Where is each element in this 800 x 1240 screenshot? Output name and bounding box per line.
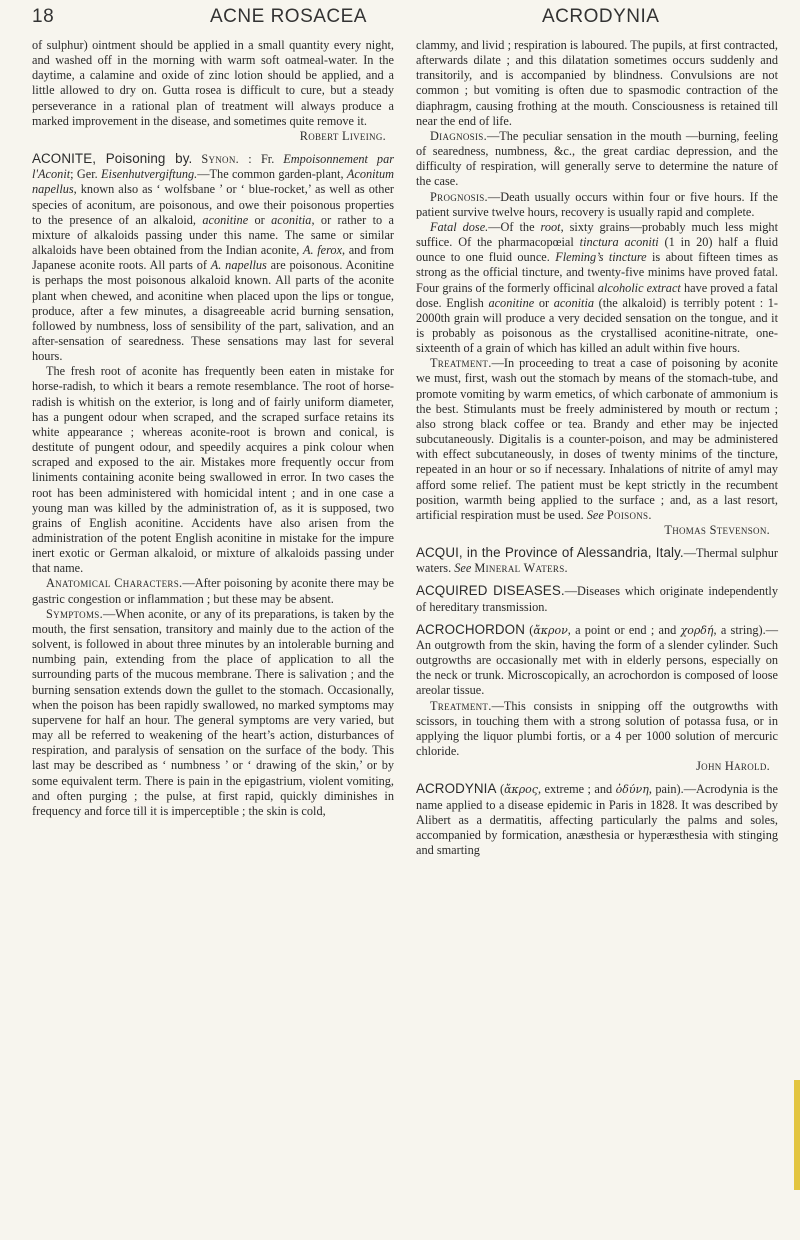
section-label-anatomical: Anatomical Characters. (46, 576, 183, 591)
paragraph-prognosis: Prognosis.—Death usually occurs within four or five hours. If the patient survive twelve hours, recovery is usually rapid and complete. (416, 189, 778, 219)
signature-liveing: Robert Liveing. (299, 128, 386, 143)
paragraph-acrochordon-treatment: Treatment.—This consists in snipping off the outgrowths with scissors, in touching them with a strong solution of potassa fusa, or in applying the liquor plumbi fortis, or a 4 per 1000 solution of mercuric chloride. (416, 698, 778, 759)
headword-acrodynia: ACRODYNIA (416, 781, 497, 797)
left-column (32, 38, 394, 819)
entry-acrodynia: ACRODYNIA (ἄκρος, extreme ; and ὀδύνη, pain).—Acrodynia is the name applied to a disease epidemic in Paris in 1828. It was described by Alibert as a dermatitis, affecting particularly the palms and soles, accompanied by formication, anæsthesia or hyperæsthesia with stinging and smarting (416, 781, 779, 857)
signature-harold: John Harold. (696, 759, 770, 774)
signature-stevenson: Thomas Stevenson. (664, 523, 770, 537)
entry-acrochordon: ACROCHORDON (ἄκρον, a point or end ; and χορδή, a string).—An outgrowth from the skin, having the form of a slender cylinder. Such outgrowths are occasionally met with in elderly persons, especially on the neck or trunk. Microscopically, an acrochordon is composed of loose areolar tissue. (416, 621, 779, 698)
entry-acquired-diseases: ACQUIRED DISEASES.—Diseases which originate independently of hereditary transmission. (416, 583, 778, 614)
acne-rosacea-ending: of sulphur) ointment should be applied in a small quantity every night, and washed off in the morning with warm soft oatmeal-water. In the daytime, a calamine and oxide of zinc lotion should be applied, and a little allowed to dry on. Gutta rosea is difficult to cure, but a steady perseverance in a rational plan of treatment will always produce a marked improvement in the disease, and sometimes quite remove it. (32, 38, 394, 128)
page-number: 18 (32, 6, 55, 27)
headword-acquired-diseases: ACQUIRED DISEASES. (416, 583, 565, 599)
entry-aconite: ACONITE, Poisoning by. Synon. : Fr. Empoisonnement par l'Aconit; Ger. Eisenhutvergiftung.—The common garden-plant, Aconitum napellus, known also as ‘ wolfsbane ’ or ‘ blue-rocket,’ as well as other species of aconitum, are poisonous, and owe their poisonous properties to the presence of an alkaloid, aconitine or aconitia, or rather to a mixture of alkaloids passing under this name. The same or similar alkaloids have been obtained from the Indian aconite, A. ferox, and from Japanese aconite roots. All parts of A. napellus are poisonous. Aconitine is perhaps the most poisonous alkaloid known. All parts of the aconite plant when chewed, and aconitine when placed upon the lips or tongue, produce, after a few minutes, a disagreeable acrid burning sensation, followed by numbness, loss of sensibility of the part, salivation, and an after-sensation of searedness. These sensations may last for several hours. (32, 151, 395, 364)
paragraph-fatal-dose: Fatal dose.—Of the root, sixty grains—probably much less might suffice. Of the pharmacopœial tinctura aconiti (1 in 20) half a fluid ounce to one fluid ounce. Fleming’s tincture is about fifteen times as strong as the official tincture, and twenty-five minims have proved fatal. Four grains of the formerly officinal alcoholic extract have proved a fatal dose. English aconitine or aconitia (the alkaloid) is terribly potent : 1-2000th grain will produce a very decided sensation on the tongue, and it is probably as poisonous as the crystallised aconitine-nitrate, one-sixteenth of a grain of which has killed an adult within five hours. (416, 219, 779, 356)
headword-aconite: ACONITE, Poisoning by. (32, 151, 193, 167)
paragraph-anatomical: Anatomical Characters.—After poisoning by aconite there may be gastric congestion or inflammation ; but these may be absent. (32, 576, 394, 606)
xref-mineral-waters[interactable]: Mineral Waters. (474, 561, 568, 576)
entry-acqui: ACQUI, in the Province of Alessandria, Italy.—Thermal sulphur waters. See Mineral Waters. (416, 545, 778, 576)
paragraph-root: The fresh root of aconite has frequently been eaten in mistake for horse-radish, to which it bears a remote resemblance. The root of horse-radish is whitish on the exterior, is long and of fairly uniform diameter, has a pungent odour when scraped, and the scraped surface retains its white appearance ; whereas aconite-root is brown and conical, is destitute of pungent odour, and speedily acquires a pink colour when scraped and exposed to the air. Mistakes more frequently occur from liniments containing aconite being swallowed in error. In two cases the root has been administered with homicidal intent ; and in one case a young man was killed by the administration of, as it is supposed, two grains of English aconitine. Accidents have also arisen from the administration of the potent English aconitine in mistake for the impure inert exotic or German alkaloid, or mixture of alkaloids passing under that name. (32, 364, 394, 576)
section-label-prognosis: Prognosis. (430, 189, 488, 204)
section-label-fatal-dose: Fatal dose. (430, 219, 489, 234)
paragraph-treatment: Treatment.—In proceeding to treat a case of poisoning by aconite we must, first, wash out the stomach by means of the stomach-tube, and promote vomiting by warm emetics, of which carbonate of ammonium is the best. Stimulants must be freely administered by mouth or rectum ; also strong black coffee or tea. Brandy and ether may be injected subcutaneously. Digitalis is a counter-poison, and may be administered with effect subcutaneously, in doses of twenty minims of the tincture, repeated in an hour or so if necessary. Inhalations of nitrite of amyl may afford some relief. The patient must be kept strictly in the recumbent position, warmth being applied to the surface ; and, as a last resort, artificial respiration must be used. See Poisons. (416, 356, 778, 522)
headword-acqui: ACQUI, in the Province of Alessandria, Italy. (416, 545, 684, 561)
paragraph-symptoms: Symptoms.—When aconite, or any of its preparations, is taken by the mouth, the first sensation, transitory and mainly due to the action of the solvent, is followed in about three minutes by an intolerable burning and numbing pain, extending from the place of application to all the surrounding parts of the mucous membrane. There is salivation ; and the burning sensation extends down the gullet to the stomach. Occasionally, when the poison has been rapidly swallowed, no marked symptoms may supervene for half an hour. The general symptoms are very varied, but may all be referred to weakening of the heart’s action, disturbances of respiration, and paralysis of sensation on the surface of the body. This last may be described as ‘ numbness ’ or ‘ drawing of the skin,’ or by some equivalent term. There is pain in the epigastrium, violent vomiting, and often purging ; the pulse, at first rapid, quickly diminishes in frequency and force till it is imperceptible ; the skin is cold, (32, 606, 394, 818)
section-label-diagnosis: Diagnosis. (430, 128, 487, 143)
section-label-symptoms: Symptoms. (46, 606, 103, 621)
xref-poisons[interactable]: Poisons. (606, 507, 652, 522)
section-label-treatment: Treatment. (430, 356, 492, 371)
right-running-head: ACRODYNIA (542, 6, 660, 27)
headword-acrochordon: ACROCHORDON (416, 621, 525, 637)
right-column (416, 38, 778, 858)
paragraph-diagnosis: Diagnosis.—The peculiar sensation in the mouth —burning, feeling of searedness, numbness, &c., the great cardiac depression, and the difficulty of respiration, will generally serve to determine the nature of the case. (416, 128, 778, 189)
paragraph-symptoms-cont: clammy, and livid ; respiration is laboured. The pupils, at first contracted, afterwards dilate ; and this dilatation sometimes occurs suddenly and transitorily, and is accompanied by blindness. Convulsions are not common ; but vomiting is often due to spasmodic contraction of the diaphragm, causing frothing at the mouth. Consciousness is retained till near the end of life. (416, 38, 778, 128)
left-running-head: ACNE ROSACEA (210, 6, 367, 27)
running-header (0, 0, 800, 34)
page-edge-tab (794, 1080, 800, 1190)
section-label-treatment: Treatment. (430, 698, 492, 713)
